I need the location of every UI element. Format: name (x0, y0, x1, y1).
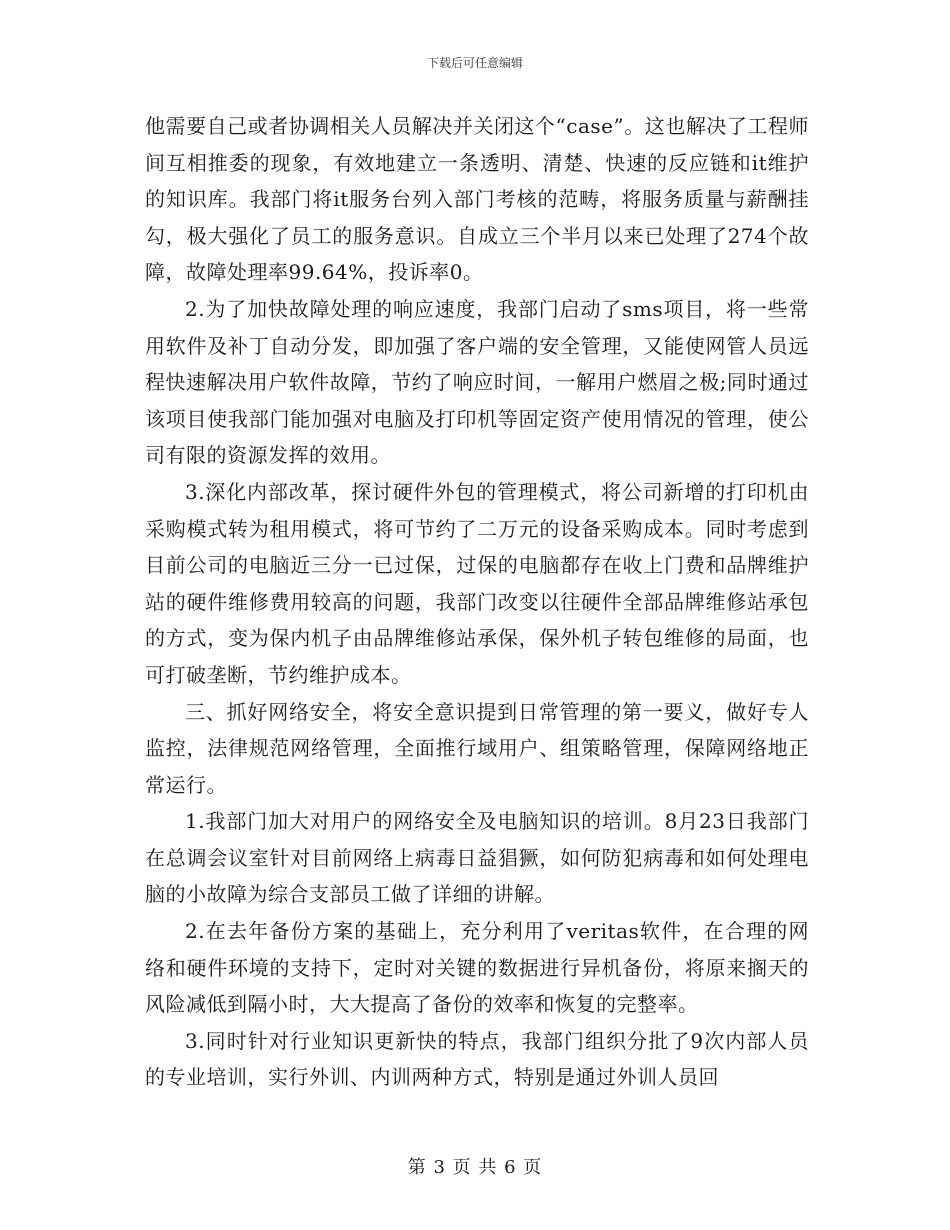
paragraph-item-2-sms: 2.为了加快故障处理的响应速度，我部门启动了sms项目，将一些常用软件及补丁自动分发，即加强了客户端的安全管理，又能使网管人员远程快速解决用户软件故障，节约了响应时间，一解用户燃眉之极;同时通过该项目使我部门能加强对电脑及打印机等固定资产使用情况的管理，使公司有限的资源发挥的效用。 (145, 296, 809, 468)
page-header: 下载后可任意编辑 (426, 56, 523, 70)
paragraph-section-3-network-security: 三、抓好网络安全，将安全意识提到日常管理的第一要义，做好专人监控，法律规范网络管理，全面推行域用户、组策略管理，保障网络地正常运行。 (145, 699, 809, 797)
paragraph-item-3-outsourcing: 3.深化内部改革，探讨硬件外包的管理模式，将公司新增的打印机由采购模式转为租用模式，将可节约了二万元的设备采购成本。同时考虑到目前公司的电脑近三分一已过保，过保的电脑都存在收上门费和品牌维护站的硬件维修费用较高的问题，我部门改变以往硬件全部品牌维修站承包的方式，变为保内机子由品牌维修站承保，保外机子转包维修的局面，也可打破垄断，节约维护成本。 (145, 479, 809, 687)
paragraph-item-2-backup: 2.在去年备份方案的基础上，充分利用了veritas软件，在合理的网络和硬件环境的支持下，定时对关键的数据进行异机备份，将原来搁天的风险减低到隔小时，大大提高了备份的效率和恢复的完整率。 (145, 919, 809, 1017)
paragraph-item-3-staff-training: 3.同时针对行业知识更新快的特点，我部门组织分批了9次内部人员的专业培训，实行外训、内训两种方式，特别是通过外训人员回 (145, 1028, 809, 1090)
page-number: 第 3 页 共 6 页 (407, 1157, 543, 1178)
paragraph-continuation: 他需要自己或者协调相关人员解决并关闭这个“case”。这也解决了工程师间互相推委的现象，有效地建立一条透明、清楚、快速的反应链和it维护的知识库。我部门将it服务台列入部门考核的范畴，将服务质量与薪酬挂勾，极大强化了员工的服务意识。自成立三个半月以来已处理了274个故障，故障处理率99.64%，投诉率0。 (145, 114, 809, 285)
paragraph-item-1-training: 1.我部门加大对用户的网络安全及电脑知识的培训。8月23日我部门在总调会议室针对目前网络上病毒日益猖獗，如何防犯病毒和如何处理电脑的小故障为综合支部员工做了详细的讲解。 (145, 809, 809, 907)
document-body (145, 108, 809, 1096)
